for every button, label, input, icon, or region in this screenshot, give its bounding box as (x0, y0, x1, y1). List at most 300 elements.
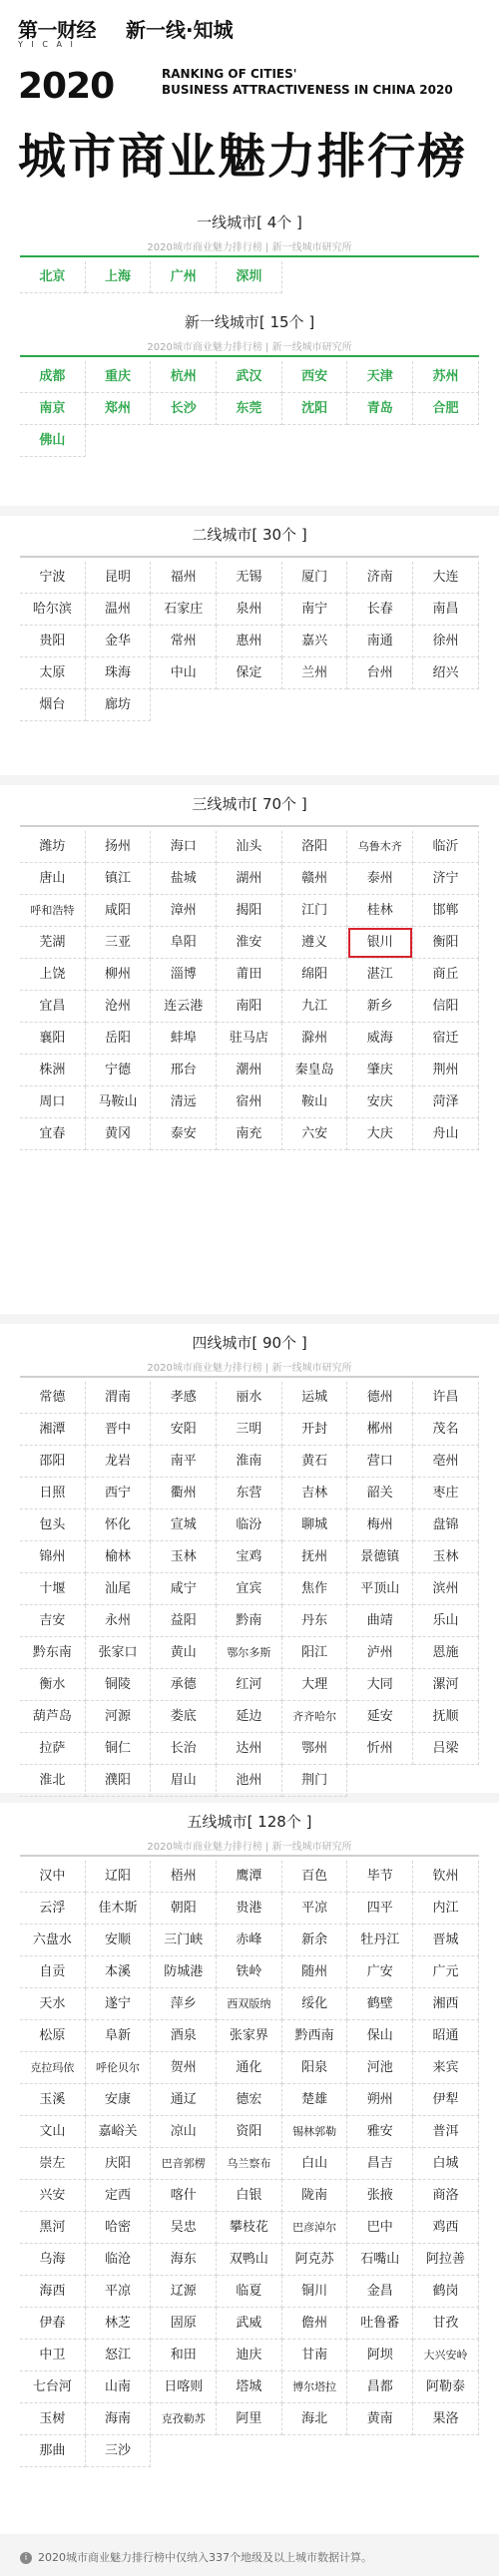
city-cell: 巴彦淖尔 (282, 2212, 348, 2244)
city-cell: 百色 (282, 1861, 348, 1893)
city-cell: 贵阳 (20, 626, 86, 657)
city-cell: 银川 (347, 927, 413, 959)
city-cell: 哈密 (86, 2212, 152, 2244)
city-cell: 吐鲁番 (347, 2308, 413, 2340)
city-cell: 孝感 (151, 1382, 217, 1414)
city-cell: 临夏 (217, 2276, 282, 2308)
city-cell: 上饶 (20, 959, 86, 991)
city-cell: 新余 (282, 1925, 348, 1956)
city-cell: 鹰潭 (217, 1861, 282, 1893)
city-cell: 宿迁 (413, 1023, 479, 1055)
city-cell: 白山 (282, 2148, 348, 2180)
city-cell: 开封 (282, 1414, 348, 1446)
tier-count: [ 70个 ] (251, 795, 307, 813)
city-cell: 随州 (282, 1956, 348, 1988)
city-cell: 昭通 (413, 2020, 479, 2052)
city-cell: 汕头 (217, 831, 282, 863)
city-cell: 潮州 (217, 1055, 282, 1086)
brand-subtitle: Y I C A I (18, 40, 76, 49)
city-cell: 桂林 (347, 895, 413, 927)
header (0, 0, 499, 200)
city-cell: 延边 (217, 1701, 282, 1733)
city-cell: 伊春 (20, 2308, 86, 2340)
city-cell: 镇江 (86, 863, 152, 895)
tier-subtitle: 2020城市商业魅力排行榜 | 新一线城市研究所 (147, 342, 352, 353)
city-cell: 蚌埠 (151, 1023, 217, 1055)
city-cell: 亳州 (413, 1446, 479, 1478)
tier-title-wrap (0, 212, 499, 232)
city-cell: 菏泽 (413, 1086, 479, 1118)
city-cell: 沧州 (86, 991, 152, 1023)
city-cell: 嘉峪关 (86, 2116, 152, 2148)
city-cell: 松原 (20, 2020, 86, 2052)
section-separator (0, 1314, 499, 1324)
city-cell: 玉林 (413, 1541, 479, 1573)
city-cell: 平凉 (282, 1893, 348, 1925)
city-cell: 资阳 (217, 2116, 282, 2148)
city-cell: 武汉 (217, 361, 282, 393)
city-cell: 茂名 (413, 1414, 479, 1446)
city-cell: 枣庄 (413, 1478, 479, 1509)
tagline-line-2: BUSINESS ATTRACTIVENESS IN CHINA 2020 (162, 83, 453, 97)
city-cell: 三沙 (86, 2435, 152, 2467)
section-separator (0, 775, 499, 785)
city-cell: 甘南 (282, 2340, 348, 2371)
city-cell: 太原 (20, 657, 86, 689)
city-cell: 遵义 (282, 927, 348, 959)
city-cell: 吴忠 (151, 2212, 217, 2244)
section-separator (0, 506, 499, 516)
tier-section (0, 1811, 499, 2479)
city-cell: 本溪 (86, 1956, 152, 1988)
city-cell: 岳阳 (86, 1023, 152, 1055)
city-cell: 渭南 (86, 1382, 152, 1414)
city-cell: 阜阳 (151, 927, 217, 959)
city-cell: 湛江 (347, 959, 413, 991)
city-cell: 宿州 (217, 1086, 282, 1118)
city-cell: 玉溪 (20, 2084, 86, 2116)
city-cell: 梧州 (151, 1861, 217, 1893)
city-cell: 攀枝花 (217, 2212, 282, 2244)
city-cell: 绵阳 (282, 959, 348, 991)
city-cell: 乌兰察布 (217, 2148, 282, 2180)
city-cell: 河源 (86, 1701, 152, 1733)
city-cell: 那曲 (20, 2435, 86, 2467)
city-cell: 内江 (413, 1893, 479, 1925)
city-cell: 荆州 (413, 1055, 479, 1086)
tier-count: [ 128个 ] (247, 1813, 312, 1831)
city-cell: 赣州 (282, 863, 348, 895)
city-cell: 韶关 (347, 1478, 413, 1509)
city-cell: 黑河 (20, 2212, 86, 2244)
city-cell: 张家界 (217, 2020, 282, 2052)
city-cell: 通化 (217, 2052, 282, 2084)
city-cell: 深圳 (217, 261, 282, 293)
city-cell: 秦皇岛 (282, 1055, 348, 1086)
city-cell: 牡丹江 (347, 1925, 413, 1956)
city-cell: 普洱 (413, 2116, 479, 2148)
city-cell: 天津 (347, 361, 413, 393)
city-cell: 晋中 (86, 1414, 152, 1446)
tier-heading (0, 311, 499, 353)
city-cell: 铜仁 (86, 1733, 152, 1765)
city-cell: 文山 (20, 2116, 86, 2148)
city-cell: 红河 (217, 1669, 282, 1701)
city-cell: 廊坊 (86, 689, 152, 721)
city-cell: 海西 (20, 2276, 86, 2308)
city-cell: 株洲 (20, 1055, 86, 1086)
city-cell: 泰州 (347, 863, 413, 895)
city-cell: 怒江 (86, 2340, 152, 2371)
city-cell: 阿坝 (347, 2340, 413, 2371)
city-cell: 威海 (347, 1023, 413, 1055)
tier-section (0, 524, 499, 733)
city-cell: 南通 (347, 626, 413, 657)
city-cell: 台州 (347, 657, 413, 689)
city-cell: 朝阳 (151, 1893, 217, 1925)
tagline (162, 66, 461, 98)
city-cell: 景德镇 (347, 1541, 413, 1573)
city-cell: 辽阳 (86, 1861, 152, 1893)
city-cell: 安阳 (151, 1414, 217, 1446)
city-cell: 宜宾 (217, 1573, 282, 1605)
city-cell: 甘孜 (413, 2308, 479, 2340)
city-cell: 遂宁 (86, 1988, 152, 2020)
city-cell: 漳州 (151, 895, 217, 927)
city-cell: 阳泉 (282, 2052, 348, 2084)
tier-title: 一线城市 (197, 214, 257, 231)
city-cell: 张掖 (347, 2180, 413, 2212)
city-cell: 滨州 (413, 1573, 479, 1605)
city-cell: 阿克苏 (282, 2244, 348, 2276)
city-cell: 昌吉 (347, 2148, 413, 2180)
city-cell: 大同 (347, 1669, 413, 1701)
city-cell: 玉树 (20, 2403, 86, 2435)
city-cell: 吉林 (282, 1478, 348, 1509)
city-cell: 合肥 (413, 393, 479, 425)
city-cell: 大理 (282, 1669, 348, 1701)
city-cell: 濮阳 (86, 1765, 152, 1797)
city-cell: 商洛 (413, 2180, 479, 2212)
city-cell: 阳江 (282, 1637, 348, 1669)
city-cell: 克孜勒苏 (151, 2403, 217, 2435)
city-cell: 三明 (217, 1414, 282, 1446)
city-cell: 福州 (151, 562, 217, 594)
city-cell: 商丘 (413, 959, 479, 991)
city-cell: 西双版纳 (217, 1988, 282, 2020)
city-cell: 钦州 (413, 1861, 479, 1893)
city-cell: 南京 (20, 393, 86, 425)
city-cell: 永州 (86, 1605, 152, 1637)
city-cell: 林芝 (86, 2308, 152, 2340)
city-cell: 南平 (151, 1446, 217, 1478)
city-cell: 固原 (151, 2308, 217, 2340)
tier-title-wrap (0, 1332, 499, 1353)
city-cell: 酒泉 (151, 2020, 217, 2052)
city-cell: 白银 (217, 2180, 282, 2212)
tier-divider (20, 1376, 479, 1378)
tier-title: 三线城市 (192, 795, 252, 813)
info-icon: i (20, 2552, 32, 2564)
tier-section (0, 212, 499, 305)
city-cell: 临汾 (217, 1509, 282, 1541)
tier-title-wrap (0, 793, 499, 814)
tier-title: 新一线城市 (184, 313, 259, 331)
brand-logo: 第一财经 (18, 18, 96, 42)
city-cell: 惠州 (217, 626, 282, 657)
city-cell: 舟山 (413, 1118, 479, 1150)
city-grid (20, 562, 479, 721)
city-cell: 衢州 (151, 1478, 217, 1509)
tier-divider (20, 556, 479, 558)
city-cell: 阜新 (86, 2020, 152, 2052)
city-cell: 运城 (282, 1382, 348, 1414)
tier-subtitle: 2020城市商业魅力排行榜 | 新一线城市研究所 (147, 242, 352, 253)
city-cell: 梅州 (347, 1509, 413, 1541)
city-cell: 衡阳 (413, 927, 479, 959)
city-cell: 武威 (217, 2308, 282, 2340)
city-cell: 绍兴 (413, 657, 479, 689)
city-cell: 汕尾 (86, 1573, 152, 1605)
city-cell: 巴中 (347, 2212, 413, 2244)
city-cell: 阿里 (217, 2403, 282, 2435)
footnote (20, 2549, 372, 2565)
city-cell: 日喀则 (151, 2371, 217, 2403)
city-cell: 南阳 (217, 991, 282, 1023)
city-cell: 贺州 (151, 2052, 217, 2084)
city-cell: 湘西 (413, 1988, 479, 2020)
city-cell: 通辽 (151, 2084, 217, 2116)
city-cell: 昆明 (86, 562, 152, 594)
city-cell: 嘉兴 (282, 626, 348, 657)
city-cell: 新乡 (347, 991, 413, 1023)
city-cell: 清远 (151, 1086, 217, 1118)
city-cell: 宜昌 (20, 991, 86, 1023)
city-cell: 毕节 (347, 1861, 413, 1893)
brand-logo-secondary: 新一线·知城 (126, 18, 234, 42)
city-cell: 佳木斯 (86, 1893, 152, 1925)
city-cell: 石家庄 (151, 594, 217, 626)
city-cell: 张家口 (86, 1637, 152, 1669)
city-cell: 许昌 (413, 1382, 479, 1414)
footnote-text: 2020城市商业魅力排行榜中仅纳入337个地级及以上城市数据计算。 (38, 2551, 372, 2564)
year-label: 2020 (18, 66, 115, 107)
tier-title: 二线城市 (192, 526, 252, 544)
city-cell: 西宁 (86, 1478, 152, 1509)
city-cell: 定西 (86, 2180, 152, 2212)
city-cell: 铁岭 (217, 1956, 282, 1988)
city-cell: 汉中 (20, 1861, 86, 1893)
city-cell: 大连 (413, 562, 479, 594)
city-cell: 连云港 (151, 991, 217, 1023)
city-cell: 雅安 (347, 2116, 413, 2148)
city-cell: 邵阳 (20, 1446, 86, 1478)
city-cell: 盘锦 (413, 1509, 479, 1541)
city-cell: 朔州 (347, 2084, 413, 2116)
city-cell: 营口 (347, 1446, 413, 1478)
city-cell: 安庆 (347, 1086, 413, 1118)
city-cell: 临沧 (86, 2244, 152, 2276)
city-cell: 苏州 (413, 361, 479, 393)
city-cell: 绥化 (282, 1988, 348, 2020)
city-cell: 凉山 (151, 2116, 217, 2148)
city-cell: 曲靖 (347, 1605, 413, 1637)
city-cell: 鄂州 (282, 1733, 348, 1765)
city-cell: 龙岩 (86, 1446, 152, 1478)
city-cell: 宜春 (20, 1118, 86, 1150)
tier-title-wrap (0, 1811, 499, 1832)
city-cell: 鄂尔多斯 (217, 1637, 282, 1669)
tier-heading (0, 1811, 499, 1853)
city-cell: 双鸭山 (217, 2244, 282, 2276)
city-cell: 青岛 (347, 393, 413, 425)
city-cell: 三亚 (86, 927, 152, 959)
city-cell: 马鞍山 (86, 1086, 152, 1118)
city-cell: 盐城 (151, 863, 217, 895)
city-cell: 池州 (217, 1765, 282, 1797)
city-cell: 六安 (282, 1118, 348, 1150)
city-cell: 沈阳 (282, 393, 348, 425)
city-cell: 杭州 (151, 361, 217, 393)
city-cell: 鹤壁 (347, 1988, 413, 2020)
city-cell: 乐山 (413, 1605, 479, 1637)
city-cell: 海口 (151, 831, 217, 863)
city-cell: 包头 (20, 1509, 86, 1541)
city-cell: 鹤岗 (413, 2276, 479, 2308)
city-cell: 佛山 (20, 425, 86, 457)
city-cell: 和田 (151, 2340, 217, 2371)
city-cell: 烟台 (20, 689, 86, 721)
city-cell: 湘潭 (20, 1414, 86, 1446)
city-cell: 襄阳 (20, 1023, 86, 1055)
city-cell: 忻州 (347, 1733, 413, 1765)
city-cell: 长治 (151, 1733, 217, 1765)
city-cell: 晋城 (413, 1925, 479, 1956)
city-cell: 自贡 (20, 1956, 86, 1988)
city-cell: 黔西南 (282, 2020, 348, 2052)
city-cell: 大兴安岭 (413, 2340, 479, 2371)
city-cell: 防城港 (151, 1956, 217, 1988)
city-cell: 江门 (282, 895, 348, 927)
city-cell: 平凉 (86, 2276, 152, 2308)
city-cell: 丽水 (217, 1382, 282, 1414)
city-cell: 兰州 (282, 657, 348, 689)
city-cell: 萍乡 (151, 1988, 217, 2020)
city-cell: 潍坊 (20, 831, 86, 863)
city-cell: 东莞 (217, 393, 282, 425)
city-cell: 抚顺 (413, 1701, 479, 1733)
city-cell: 六盘水 (20, 1925, 86, 1956)
city-cell: 大庆 (347, 1118, 413, 1150)
city-cell: 安顺 (86, 1925, 152, 1956)
city-cell: 德宏 (217, 2084, 282, 2116)
city-cell: 达州 (217, 1733, 282, 1765)
city-cell: 拉萨 (20, 1733, 86, 1765)
city-cell: 鸡西 (413, 2212, 479, 2244)
city-cell: 抚州 (282, 1541, 348, 1573)
city-cell: 四平 (347, 1893, 413, 1925)
city-cell: 海东 (151, 2244, 217, 2276)
city-cell: 莆田 (217, 959, 282, 991)
city-cell: 黔南 (217, 1605, 282, 1637)
city-cell: 果洛 (413, 2403, 479, 2435)
city-cell: 昌都 (347, 2371, 413, 2403)
city-cell: 巴音郭楞 (151, 2148, 217, 2180)
tier-heading (0, 524, 499, 545)
city-cell: 儋州 (282, 2308, 348, 2340)
city-cell: 衡水 (20, 1669, 86, 1701)
city-cell: 南昌 (413, 594, 479, 626)
tier-count: [ 30个 ] (251, 526, 307, 544)
tier-heading (0, 1332, 499, 1374)
city-cell: 临沂 (413, 831, 479, 863)
city-cell: 博尔塔拉 (282, 2371, 348, 2403)
city-cell: 泉州 (217, 594, 282, 626)
city-cell: 铜川 (282, 2276, 348, 2308)
city-cell: 陇南 (282, 2180, 348, 2212)
city-cell: 葫芦岛 (20, 1701, 86, 1733)
city-cell: 贵港 (217, 1893, 282, 1925)
city-cell: 呼和浩特 (20, 895, 86, 927)
city-cell: 保定 (217, 657, 282, 689)
city-cell: 济宁 (413, 863, 479, 895)
city-cell: 金昌 (347, 2276, 413, 2308)
city-cell: 黄南 (347, 2403, 413, 2435)
city-grid (20, 1382, 479, 1797)
city-grid (20, 261, 479, 293)
city-cell: 揭阳 (217, 895, 282, 927)
tier-subtitle: 2020城市商业魅力排行榜 | 新一线城市研究所 (147, 1363, 352, 1374)
city-cell: 上海 (86, 261, 152, 293)
city-cell: 兴安 (20, 2180, 86, 2212)
tier-count: [ 15个 ] (258, 313, 315, 331)
city-cell: 天水 (20, 1988, 86, 2020)
city-cell: 锦州 (20, 1541, 86, 1573)
city-cell: 广安 (347, 1956, 413, 1988)
tier-section (0, 793, 499, 1162)
city-cell: 海北 (282, 2403, 348, 2435)
tier-divider (20, 355, 479, 357)
city-cell: 日照 (20, 1478, 86, 1509)
city-cell: 重庆 (86, 361, 152, 393)
city-cell: 七台河 (20, 2371, 86, 2403)
city-cell: 济南 (347, 562, 413, 594)
tier-title-wrap (0, 311, 499, 332)
city-cell: 锡林郭勒 (282, 2116, 348, 2148)
city-cell: 无锡 (217, 562, 282, 594)
city-cell: 南充 (217, 1118, 282, 1150)
city-cell: 宁波 (20, 562, 86, 594)
tier-divider (20, 255, 479, 257)
city-cell: 东营 (217, 1478, 282, 1509)
city-cell: 南宁 (282, 594, 348, 626)
city-cell: 丹东 (282, 1605, 348, 1637)
city-cell: 延安 (347, 1701, 413, 1733)
city-cell: 周口 (20, 1086, 86, 1118)
city-grid (20, 1861, 479, 2467)
city-cell: 哈尔滨 (20, 594, 86, 626)
city-cell: 咸宁 (151, 1573, 217, 1605)
city-cell: 黄石 (282, 1446, 348, 1478)
city-cell: 长春 (347, 594, 413, 626)
tier-title: 五线城市 (187, 1813, 248, 1831)
city-cell: 娄底 (151, 1701, 217, 1733)
city-cell: 三门峡 (151, 1925, 217, 1956)
city-cell: 伊犁 (413, 2084, 479, 2116)
city-cell: 温州 (86, 594, 152, 626)
tier-divider (20, 1855, 479, 1857)
tagline-line-1: RANKING OF CITIES' (162, 67, 297, 81)
